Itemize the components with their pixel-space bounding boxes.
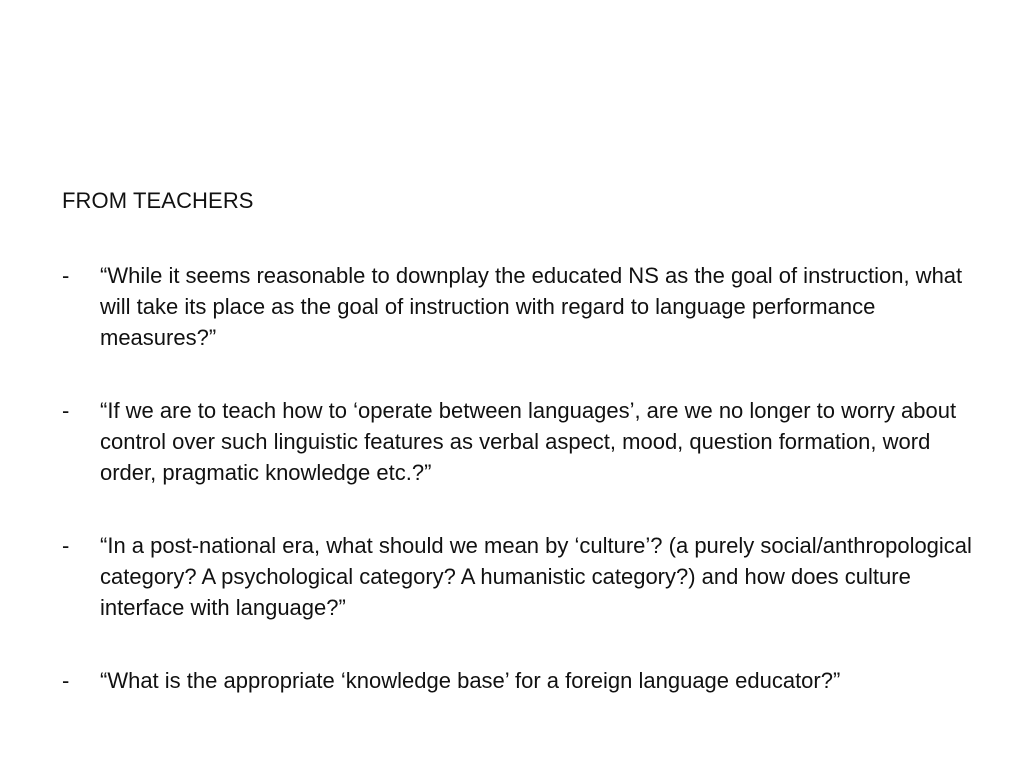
question-text: “While it seems reasonable to downplay the educated NS as the goal of instruction, what will take its place as the goal of instruction with regard to language performance measures?” xyxy=(100,263,963,350)
question-item xyxy=(62,530,972,623)
question-item xyxy=(62,395,972,488)
question-text: “In a post-national era, what should we mean by ‘culture’? (a purely social/anthropological category? A psychological category? A humanistic category?) and how does culture interface with language?” xyxy=(100,533,972,620)
bullet-dash: - xyxy=(62,398,70,423)
question-text: “What is the appropriate ‘knowledge base’ for a foreign language educator?” xyxy=(100,668,841,693)
bullet-dash: - xyxy=(62,668,70,693)
bullet-dash: - xyxy=(62,533,70,558)
question-item xyxy=(62,665,972,696)
question-item xyxy=(62,260,972,353)
bullet-dash: - xyxy=(62,263,70,288)
question-text: “If we are to teach how to ‘operate between languages’, are we no longer to worry about control over such linguistic features as verbal aspect, mood, question formation, word order, pragmatic knowledge etc.?” xyxy=(100,398,957,485)
slide-heading: FROM TEACHERS xyxy=(62,188,254,213)
question-list xyxy=(62,260,972,696)
